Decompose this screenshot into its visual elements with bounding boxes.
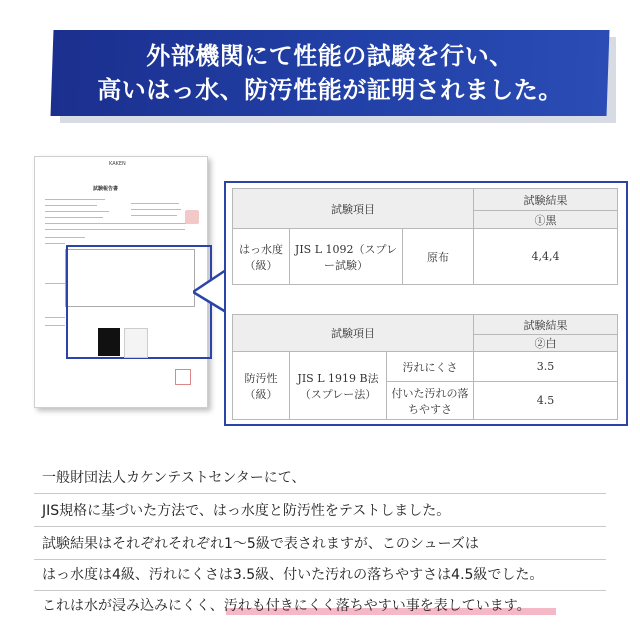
t1-sub-result: ①黒	[474, 211, 618, 229]
t2-item: 防汚性（級）	[233, 352, 290, 420]
t1-header-result: 試験結果	[474, 189, 618, 211]
headline-line-1: 外部機関にて性能の試験を行い、	[146, 42, 514, 70]
t1-item: はっ水度（級）	[233, 229, 290, 285]
water-repellency-table	[232, 188, 618, 285]
description-line-5: これは水が浸み込みにくく、汚れも付きにくく落ちやすい事を表しています。	[42, 598, 531, 614]
sample-swatch-black	[98, 328, 120, 356]
sample-swatch-white	[124, 328, 148, 358]
t1-header-item: 試験項目	[233, 189, 474, 229]
report-title: 試験報告書	[93, 186, 119, 192]
t2-value-2: 4.5	[474, 382, 618, 420]
headline-line-2: 高いはっ水、防汚性能が証明されました。	[97, 76, 563, 104]
divider-3	[34, 559, 606, 560]
t1-method: JIS L 1092（スプレー試験）	[290, 229, 403, 285]
t2-header-result: 試験結果	[474, 315, 618, 335]
t2-method: JIS L 1919 B法（スプレー法）	[290, 352, 387, 420]
divider-4	[34, 590, 606, 591]
description-line-3: 試験結果はそれぞれそれぞれ1～5級で表されますが、このシューズは	[42, 536, 479, 552]
t2-value-1: 3.5	[474, 352, 618, 382]
t1-value: 4,4,4	[474, 229, 618, 285]
description-line-1: 一般財団法人カケンテストセンターにて、	[42, 470, 306, 486]
report-brand: KAKEN	[109, 161, 126, 167]
report-seal	[185, 210, 199, 224]
description-line-4: はっ水度は4級、汚れにくさは3.5級、付いた汚れの落ちやすさは4.5級でした。	[42, 567, 544, 583]
antifouling-table	[232, 314, 618, 420]
headline-banner	[52, 30, 608, 116]
divider-2	[34, 526, 606, 527]
t1-condition: 原布	[403, 229, 474, 285]
report-stamp	[175, 369, 191, 385]
t2-header-item: 試験項目	[233, 315, 474, 352]
divider-1	[34, 493, 606, 494]
t2-condition-1: 汚れにくさ	[387, 352, 474, 382]
description-line-2: JIS規格に基づいた方法で、はっ水度と防汚性をテストしました。	[42, 503, 451, 519]
t2-condition-2: 付いた汚れの落ちやすさ	[387, 382, 474, 420]
t2-sub-result: ②白	[474, 335, 618, 352]
